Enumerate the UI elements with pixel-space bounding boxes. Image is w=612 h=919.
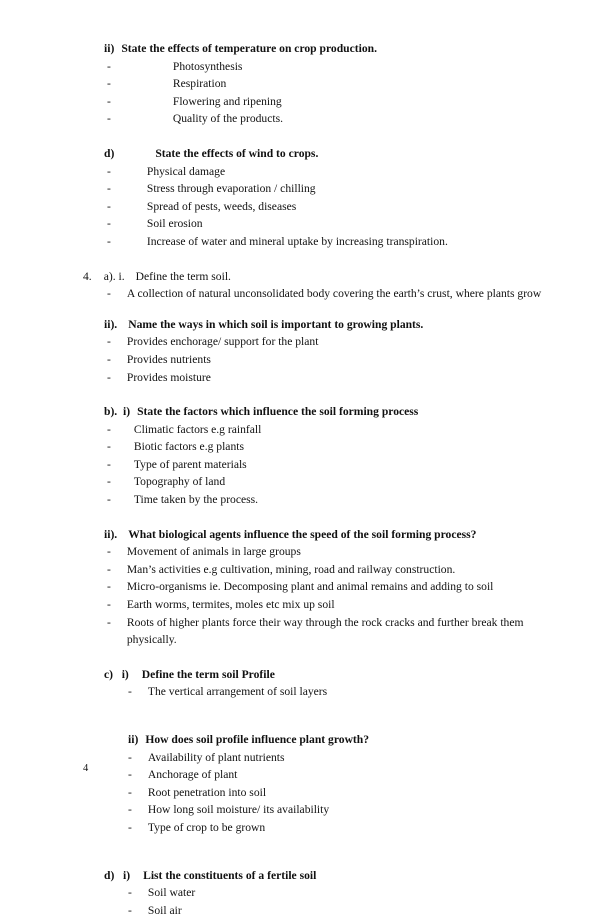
list-item [0, 784, 612, 802]
list-item [0, 614, 612, 649]
list-item [0, 596, 612, 614]
list-item-text: Roots of higher plants force their way through the rock cracks and further break them physically. [126, 615, 527, 647]
list-item [0, 233, 612, 251]
list-item-text: Provides nutrients [126, 352, 211, 366]
section-heading [0, 731, 612, 749]
list-item [0, 93, 612, 111]
section-marker: c) i) [104, 667, 129, 681]
list-item [0, 110, 612, 128]
bullet-dash: - [128, 750, 132, 764]
list-item [0, 351, 612, 369]
section-wind [0, 145, 612, 251]
section-heading-text: What biological agents influence the speed of the soil forming process? [128, 527, 477, 541]
list-item [0, 884, 612, 902]
list-item-text: Quality of the products. [172, 112, 283, 126]
section-q4-b-ii [0, 526, 612, 649]
list-item [0, 819, 612, 837]
list-item-text: Climatic factors e.g rainfall [133, 422, 262, 436]
list-item [0, 561, 612, 579]
list-item [0, 801, 612, 819]
list-item-text: Availability of plant nutrients [147, 750, 285, 764]
section-marker: d) i) [104, 868, 131, 882]
section-marker: ii) [104, 42, 115, 55]
bullet-dash: - [128, 685, 132, 699]
bullet-dash: - [107, 59, 111, 73]
section-heading [0, 403, 612, 421]
list-item [0, 75, 612, 93]
list-item-text: Topography of land [133, 475, 226, 489]
section-heading [0, 526, 612, 544]
section-marker: ii). [104, 527, 118, 541]
bullet-dash: - [107, 475, 111, 489]
list-item-text: Soil erosion [146, 217, 203, 231]
question-heading [0, 268, 612, 286]
section-heading-text: List the constituents of a fertile soil [143, 868, 317, 882]
list-item-text: Micro-organisms ie. Decomposing plant and animal remains and adding to soil [126, 580, 494, 594]
bullet-dash: - [107, 199, 111, 213]
section-heading [0, 666, 612, 684]
bullet-dash: - [107, 457, 111, 471]
list-item-text: Anchorage of plant [147, 768, 238, 782]
list-item-text: Soil water [147, 886, 196, 900]
list-item-text: Root penetration into soil [147, 785, 267, 799]
bullet-dash: - [107, 112, 111, 126]
bullet-dash: - [128, 803, 132, 817]
list-item-text: Earth worms, termites, moles etc mix up soil [126, 598, 335, 612]
section-heading-text: How does soil profile influence plant growth? [145, 733, 370, 746]
list-item [0, 766, 612, 784]
bullet-dash: - [128, 785, 132, 799]
list-item [0, 421, 612, 439]
list-item [0, 683, 612, 701]
list-item [0, 180, 612, 198]
bullet-dash: - [107, 352, 111, 366]
list-item [0, 491, 612, 509]
section-marker: ii) [128, 733, 139, 746]
bullet-dash: - [107, 287, 111, 301]
list-item [0, 163, 612, 181]
section-marker: d) [104, 146, 115, 160]
list-item-text: How long soil moisture/ its availability [147, 803, 330, 817]
section-heading [0, 145, 612, 163]
list-item [0, 285, 612, 303]
section-q4-a-ii [0, 316, 612, 386]
section-heading [0, 867, 612, 885]
list-item-text: A collection of natural unconsolidated body covering the earth’s crust, where plants grow [126, 287, 542, 301]
bullet-dash: - [107, 493, 111, 507]
list-item-text: Type of crop to be grown [147, 820, 266, 834]
page-number: 4 [83, 763, 89, 774]
bullet-dash: - [107, 164, 111, 178]
bullet-dash: - [107, 370, 111, 384]
section-marker: a). i. [103, 269, 125, 283]
list-item [0, 438, 612, 456]
list-item-text: Biotic factors e.g plants [133, 440, 244, 454]
bullet-dash: - [107, 580, 111, 594]
list-item-text: Respiration [172, 77, 227, 91]
list-item [0, 456, 612, 474]
list-item-text: Type of parent materials [133, 457, 247, 471]
bullet-dash: - [107, 182, 111, 196]
bullet-dash: - [128, 768, 132, 782]
list-item-text: The vertical arrangement of soil layers [147, 685, 328, 699]
section-heading-text: State the factors which influence the soil forming process [137, 405, 419, 419]
section-heading-text: Name the ways in which soil is important to growing plants. [128, 317, 424, 331]
list-item [0, 749, 612, 767]
bullet-dash: - [107, 562, 111, 576]
section-heading-text: Define the term soil. [135, 269, 231, 283]
list-item [0, 543, 612, 561]
question-number: 4. [83, 269, 92, 283]
list-item [0, 333, 612, 351]
list-item-text: Stress through evaporation / chilling [146, 182, 316, 196]
bullet-dash: - [128, 903, 132, 917]
list-item-text: Spread of pests, weeds, diseases [146, 199, 297, 213]
section-q4-a-i [0, 268, 612, 303]
section-marker: b). i) [104, 405, 131, 419]
list-item [0, 215, 612, 233]
list-item-text: Soil air [147, 903, 182, 917]
list-item-text: Man’s activities e.g cultivation, mining, road and railway construction. [126, 562, 456, 576]
section-heading [0, 40, 612, 58]
list-item-text: Physical damage [146, 164, 226, 178]
bullet-dash: - [107, 217, 111, 231]
list-item [0, 473, 612, 491]
list-item-text: Increase of water and mineral uptake by increasing transpiration. [146, 234, 448, 248]
bullet-dash: - [107, 77, 111, 91]
section-heading [0, 316, 612, 334]
list-item [0, 578, 612, 596]
section-q4-d-i [0, 867, 612, 919]
bullet-dash: - [107, 234, 111, 248]
section-temperature [0, 40, 612, 128]
bullet-dash: - [107, 545, 111, 559]
bullet-dash: - [107, 598, 111, 612]
section-marker: ii). [104, 317, 118, 331]
list-item [0, 58, 612, 76]
bullet-dash: - [107, 422, 111, 436]
list-item-text: Provides moisture [126, 370, 211, 384]
list-item-text: Photosynthesis [172, 59, 243, 73]
list-item [0, 369, 612, 387]
section-q4-b-i [0, 403, 612, 509]
list-item-text: Provides enchorage/ support for the plant [126, 335, 319, 349]
list-item [0, 902, 612, 919]
section-heading-text: State the effects of wind to crops. [155, 146, 319, 160]
section-q4-c-i [0, 666, 612, 701]
bullet-dash: - [128, 820, 132, 834]
section-q4-c-ii [0, 731, 612, 837]
bullet-dash: - [107, 440, 111, 454]
section-heading-text: State the effects of temperature on crop production. [121, 42, 377, 55]
bullet-dash: - [107, 94, 111, 108]
bullet-dash: - [107, 615, 111, 629]
list-item-text: Movement of animals in large groups [126, 545, 301, 559]
section-heading-text: Define the term soil Profile [141, 667, 275, 681]
bullet-dash: - [128, 886, 132, 900]
bullet-dash: - [107, 335, 111, 349]
list-item [0, 198, 612, 216]
list-item-text: Time taken by the process. [133, 493, 259, 507]
list-item-text: Flowering and ripening [172, 94, 282, 108]
